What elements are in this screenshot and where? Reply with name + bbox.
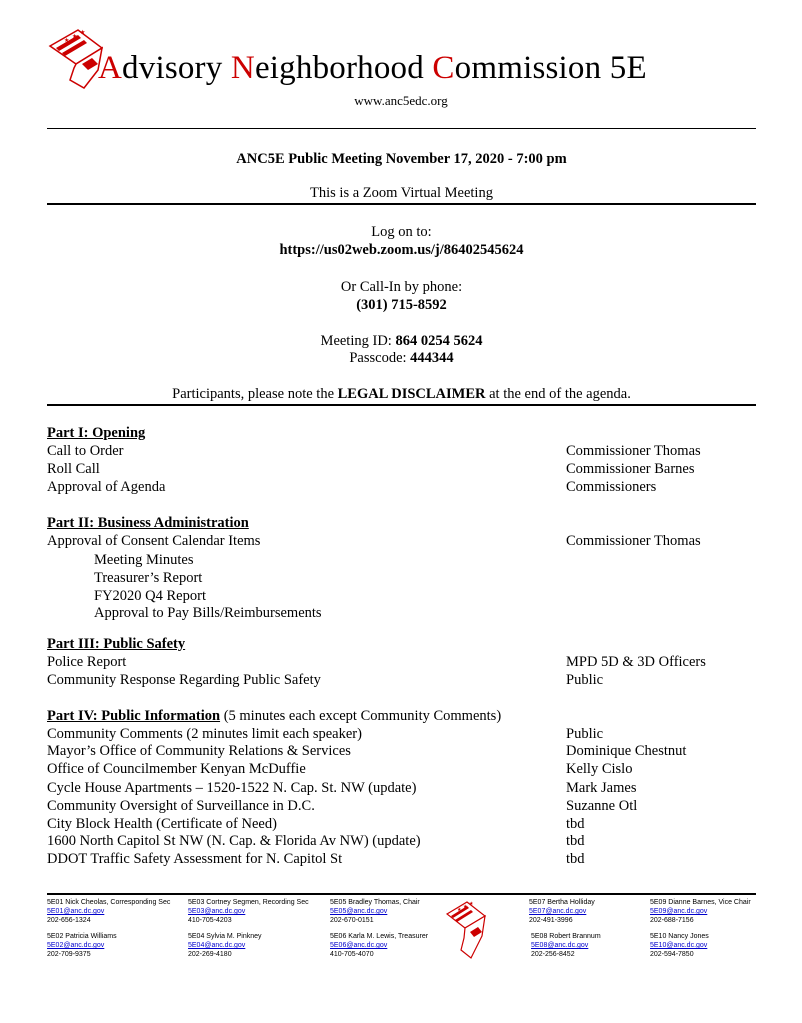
commissioner-contact: 5E09 Dianne Barnes, Vice Chair 5E09@anc.dc.gov 202-688-7156 bbox=[650, 899, 751, 924]
commission-title: Advisory Neighborhood Commission 5E bbox=[98, 50, 647, 86]
website-url: www.anc5edc.org bbox=[354, 93, 448, 108]
divider bbox=[47, 203, 756, 205]
svg-text:★: ★ bbox=[457, 907, 462, 913]
commissioner-contact: 5E08 Robert Brannum 5E08@anc.dc.gov 202-256-8452 bbox=[531, 933, 601, 958]
agenda-item: Call to Order Commissioner Thomas bbox=[47, 443, 701, 459]
agenda-item: City Block Health (Certificate of Need) tbd bbox=[47, 816, 585, 832]
agenda-item: Police Report MPD 5D & 3D Officers bbox=[47, 654, 706, 670]
phone-number: (301) 715-8592 bbox=[356, 297, 447, 313]
callin-label: Or Call-In by phone: bbox=[340, 279, 463, 295]
commissioner-contact: 5E10 Nancy Jones 5E10@anc.dc.gov 202-594-7850 bbox=[650, 933, 709, 958]
agenda-subitem: FY2020 Q4 Report bbox=[94, 588, 206, 604]
legal-disclaimer-note: Participants, please note the LEGAL DISCLAIMER at the end of the agenda. bbox=[172, 386, 631, 402]
meeting-id: Meeting ID: 864 0254 5624 bbox=[320, 333, 483, 349]
agenda-item: Approval of Consent Calendar Items Commissioner Thomas bbox=[47, 533, 701, 549]
agenda-subitem: Approval to Pay Bills/Reimbursements bbox=[94, 605, 322, 621]
agenda-item: Approval of Agenda Commissioners bbox=[47, 479, 657, 495]
agenda-item: 1600 North Capitol St NW (N. Cap. & Florida Av NW) (update) tbd bbox=[47, 833, 585, 849]
commissioner-contact: 5E01 Nick Cheolas, Corresponding Sec 5E01@anc.dc.gov 202-656-1324 bbox=[47, 899, 171, 924]
dc-flag-map-logo bbox=[48, 28, 103, 90]
agenda-item: Office of Councilmember Kenyan McDuffie Kelly Cislo bbox=[47, 761, 633, 777]
agenda-item: DDOT Traffic Safety Assessment for N. Capitol St tbd bbox=[47, 851, 585, 867]
meeting-heading: ANC5E Public Meeting November 17, 2020 - 7:00 pm bbox=[236, 151, 567, 167]
svg-text:★: ★ bbox=[80, 30, 86, 36]
svg-text:★: ★ bbox=[64, 38, 70, 44]
commissioner-directory bbox=[47, 896, 756, 956]
svg-text:★: ★ bbox=[72, 34, 78, 40]
commissioner-contact: 5E03 Cortney Segmen, Recording Sec 5E03@anc.dc.gov 410-705-4203 bbox=[188, 899, 309, 924]
agenda-subitem: Meeting Minutes bbox=[94, 552, 194, 568]
agenda-subitem: Treasurer’s Report bbox=[94, 570, 203, 586]
agenda-item: Community Oversight of Surveillance in D.C. Suzanne Otl bbox=[47, 798, 638, 814]
part3-heading: Part III: Public Safety bbox=[47, 636, 186, 652]
agenda-item: Cycle House Apartments – 1520-1522 N. Cap. St. NW (update) Mark James bbox=[47, 780, 637, 796]
part4-heading: Part IV: Public Information (5 minutes each except Community Comments) bbox=[47, 708, 502, 724]
footer-divider bbox=[47, 893, 756, 895]
logon-label: Log on to: bbox=[371, 224, 432, 240]
commissioner-contact: 5E06 Karla M. Lewis, Treasurer 5E06@anc.dc.gov 410-705-4070 bbox=[330, 933, 429, 958]
commissioner-contact: 5E07 Bertha Holliday 5E07@anc.dc.gov 202-491-3996 bbox=[529, 899, 595, 924]
agenda-item: Community Response Regarding Public Safety Public bbox=[47, 672, 604, 688]
part1-heading: Part I: Opening bbox=[47, 425, 146, 441]
header-divider bbox=[47, 128, 756, 129]
divider bbox=[47, 404, 756, 406]
dc-flag-map-logo bbox=[445, 900, 487, 960]
part2-heading: Part II: Business Administration bbox=[47, 515, 249, 531]
commissioner-contact: 5E04 Sylvia M. Pinkney 5E04@anc.dc.gov 202-269-4180 bbox=[188, 933, 262, 958]
agenda-item: Mayor’s Office of Community Relations & Services Dominique Chestnut bbox=[47, 743, 687, 759]
agenda-item: Community Comments (2 minutes limit each speaker) Public bbox=[47, 726, 604, 742]
commissioner-contact: 5E02 Patricia Williams 5E02@anc.dc.gov 202-709-9375 bbox=[47, 933, 117, 958]
zoom-link[interactable]: https://us02web.zoom.us/j/86402545624 bbox=[279, 242, 524, 258]
passcode: Passcode: 444344 bbox=[349, 350, 454, 366]
svg-text:★: ★ bbox=[463, 904, 468, 910]
agenda-item: Roll Call Commissioner Barnes bbox=[47, 461, 695, 477]
commissioner-contact: 5E05 Bradley Thomas, Chair 5E05@anc.dc.gov 202-670-0151 bbox=[330, 899, 420, 924]
svg-text:★: ★ bbox=[469, 901, 474, 907]
meeting-subheading: This is a Zoom Virtual Meeting bbox=[310, 185, 493, 201]
